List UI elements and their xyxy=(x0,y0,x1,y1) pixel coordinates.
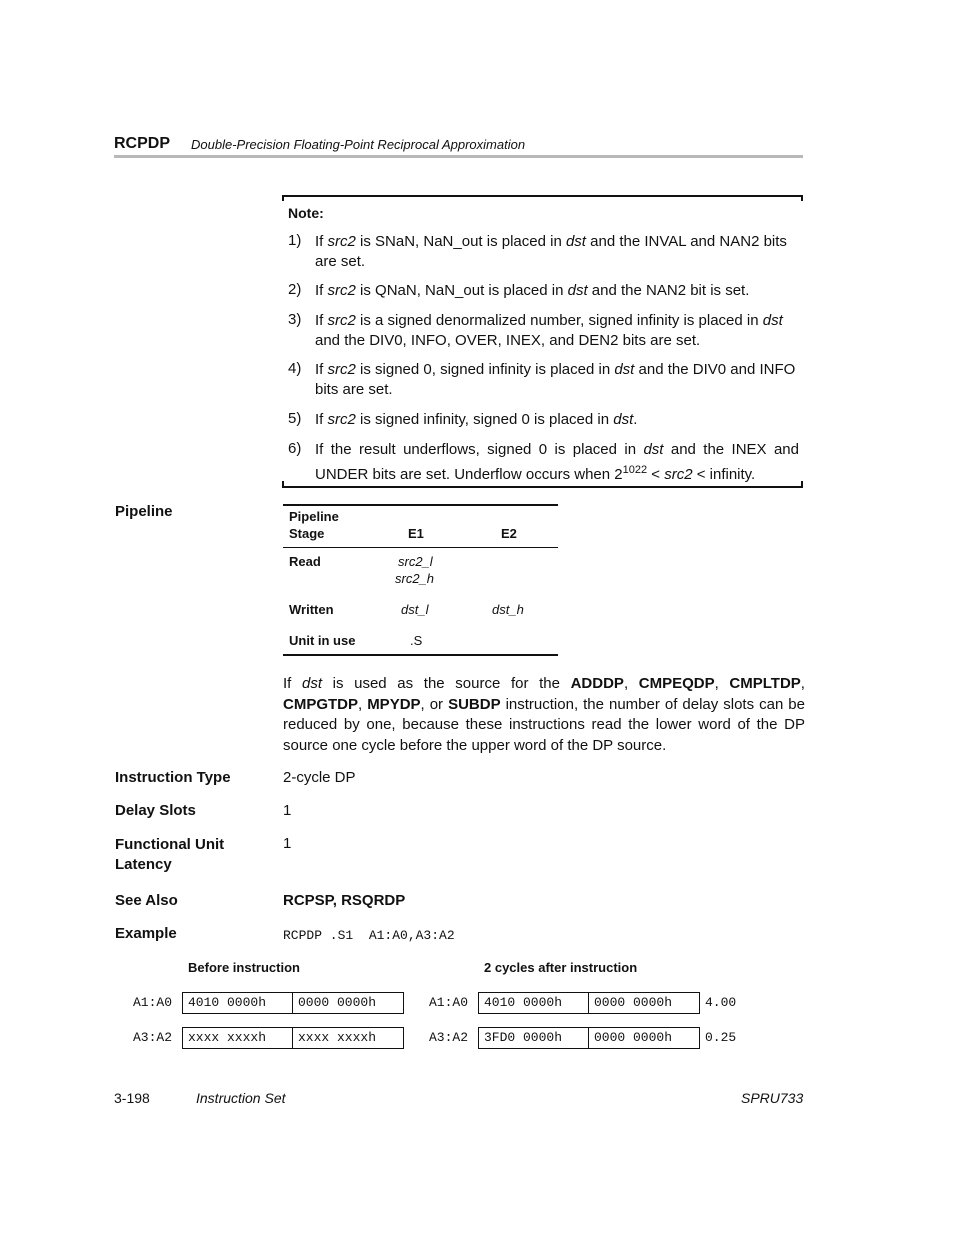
note-item-number: 3) xyxy=(288,311,302,328)
note-box-top xyxy=(282,195,803,197)
page-header-title: Double-Precision Floating-Point Reciprocal Approximation xyxy=(191,137,526,152)
register-cell: xxxx xxxxh xyxy=(182,1027,293,1049)
note-box-corner xyxy=(282,195,284,201)
register-cell: 0000 0000h xyxy=(588,1027,700,1049)
footer-section: Instruction Set xyxy=(196,1090,286,1106)
register-decimal-value: 4.00 xyxy=(705,995,737,1010)
note-item-number: 1) xyxy=(288,232,302,249)
page-header-mnemonic: RCPDP xyxy=(114,135,171,152)
pipeline-row-stage: Read xyxy=(289,554,321,569)
register-cell: 4010 0000h xyxy=(182,992,293,1014)
pipeline-row-e1: src2_l xyxy=(398,554,433,569)
register-cell: 3FD0 0000h xyxy=(478,1027,589,1049)
pipeline-row-e1: dst_l xyxy=(401,602,429,617)
delay-slots-label: Delay Slots xyxy=(115,802,196,819)
register-label: A3:A2 xyxy=(133,1030,173,1045)
register-label: A1:A0 xyxy=(429,995,469,1010)
note-item-text: If the result underflows, signed 0 is placed in dst and the INEX and UNDER bits are set. Underflow occurs when $2^{1022} < src2$ < infinity. xyxy=(315,441,799,483)
note-box-bottom xyxy=(282,486,803,488)
register-label: A1:A0 xyxy=(133,995,173,1010)
note-item-number: 5) xyxy=(288,410,302,427)
pipeline-row-stage: Unit in use xyxy=(289,633,356,648)
functional-unit-latency-value: 1 xyxy=(283,835,292,852)
pipeline-label: Pipeline xyxy=(115,503,173,520)
note-box-corner xyxy=(801,481,803,487)
pipeline-row-e1: src2_h xyxy=(395,571,435,586)
pipeline-head-e1: E1 xyxy=(408,526,424,541)
instruction-type-value: 2-cycle DP xyxy=(283,769,356,786)
note-item-text: If src2 is SNaN, NaN_out is placed in dst and the INVAL and NAN2 bits are set. xyxy=(315,233,787,270)
example-label: Example xyxy=(115,925,177,942)
note-box-corner xyxy=(801,195,803,201)
pipeline-table-top-rule xyxy=(283,504,558,506)
pipeline-table-bottom-rule xyxy=(283,654,558,656)
note-item-text: If src2 is QNaN, NaN_out is placed in dst and the NAN2 bit is set. xyxy=(315,282,750,299)
register-cell: xxxx xxxxh xyxy=(292,1027,404,1049)
see-also-label: See Also xyxy=(115,892,178,909)
note-item-text: If src2 is signed 0, signed infinity is placed in dst and the DIV0 and INFO bits are set. xyxy=(315,361,796,398)
note-item-number: 4) xyxy=(288,360,302,377)
register-cell: 0000 0000h xyxy=(588,992,700,1014)
pipeline-row-e2: dst_h xyxy=(492,602,524,617)
note-label: Note: xyxy=(288,205,324,221)
register-decimal-value: 0.25 xyxy=(705,1030,737,1045)
instruction-type-label: Instruction Type xyxy=(115,769,231,786)
example-code: RCPDP .S1 A1:A0,A3:A2 xyxy=(283,928,455,943)
note-item-number: 2) xyxy=(288,281,302,298)
pipeline-row-stage: Written xyxy=(289,602,334,617)
register-cell: 4010 0000h xyxy=(478,992,589,1014)
note-item-number: 6) xyxy=(288,440,302,457)
pipeline-head-stage: Stage xyxy=(289,526,325,541)
see-also-value: RCPSP, RSQRDP xyxy=(283,892,406,909)
pipeline-row-e1: .S xyxy=(410,633,423,648)
register-label: A3:A2 xyxy=(429,1030,469,1045)
functional-unit-latency-label: Latency xyxy=(115,856,172,873)
delay-slots-value: 1 xyxy=(283,802,292,819)
register-cell: 0000 0000h xyxy=(292,992,404,1014)
header-rule xyxy=(114,155,803,158)
note-item-text: If src2 is a signed denormalized number, signed infinity is placed in dst and the DIV0, INFO, OVER, INEX, and DEN2 bits are set. xyxy=(315,312,783,349)
delay-slot-paragraph: If dst is used as the source for the ADDDP, CMPEQDP, CMPLTDP, CMPGTDP, MPYDP, or SUBDP instruction, the number of delay slots can be reduced by one, because these instructions read the lower word of the DP source one cycle before the upper word of the DP source. xyxy=(283,675,805,754)
functional-unit-latency-label: Functional Unit xyxy=(115,836,225,853)
footer-page-number: 3-198 xyxy=(114,1090,150,1106)
footer-doc-id: SPRU733 xyxy=(741,1090,804,1106)
before-instruction-heading: Before instruction xyxy=(188,960,300,975)
pipeline-table-head-rule xyxy=(283,547,558,548)
note-box-corner xyxy=(282,481,284,487)
note-item-text: If src2 is signed infinity, signed 0 is placed in dst. xyxy=(315,411,638,428)
pipeline-head-stage: Pipeline xyxy=(289,509,339,524)
after-instruction-heading: 2 cycles after instruction xyxy=(484,960,638,975)
pipeline-head-e2: E2 xyxy=(501,526,517,541)
